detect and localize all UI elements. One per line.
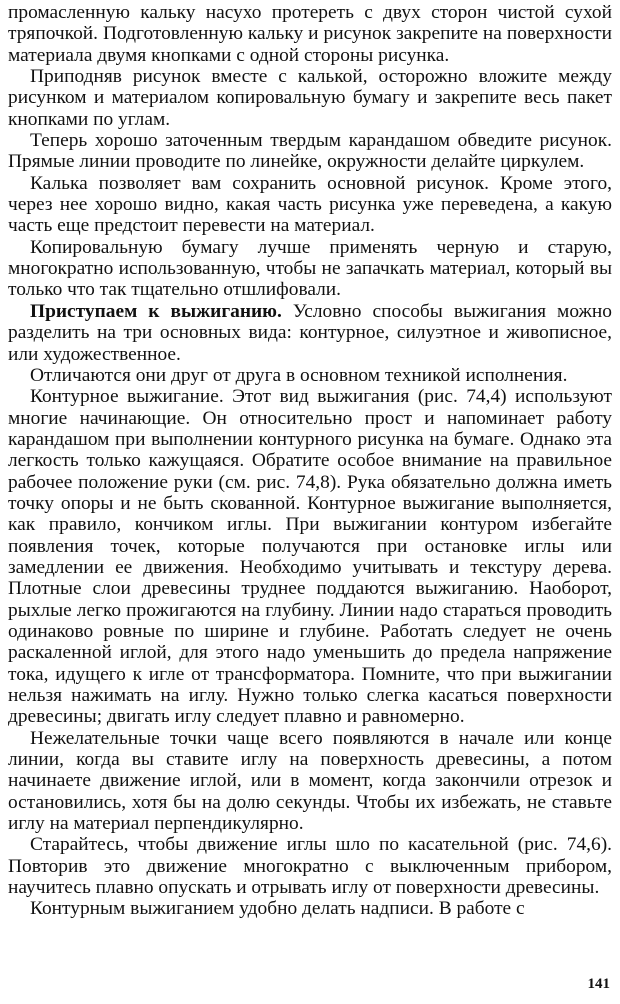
paragraph-1: [8, 2, 612, 66]
paragraph-3-text: Теперь хорошо заточенным твердым карандашом обведите рисунок. Прямые линии проводите по линейке, окружности делайте циркулем.: [8, 130, 612, 173]
page-text: [8, 2, 612, 920]
paragraph-9: [8, 728, 612, 835]
page-number: 141: [587, 976, 610, 992]
paragraph-4: [8, 173, 612, 237]
paragraph-10-text: Старайтесь, чтобы движение иглы шло по касательной (рис. 74,6). Повторив это движение многократно с выключенным прибором, научитесь плавно опускать и отрывать иглу от поверхности древесины.: [8, 834, 612, 899]
paragraph-11-text: Контурным выжиганием удобно делать надписи. В работе с: [30, 898, 525, 920]
paragraph-6: [8, 301, 612, 365]
paragraph-8: [8, 386, 612, 728]
paragraph-7: [8, 365, 612, 386]
paragraph-11: [8, 898, 612, 919]
paragraph-6-text: Условно способы выжигания можно разделить на три основных вида: контурное, силуэтное и живописное, или художественное.: [8, 300, 612, 365]
paragraph-4-text: Калька позволяет вам сохранить основной рисунок. Кроме этого, через нее хорошо видно, какая часть рисунка уже переведена, а какую часть еще предстоит перевести на материал.: [8, 172, 612, 237]
section-heading: Приступаем к выжиганию.: [30, 300, 282, 322]
paragraph-5: [8, 237, 612, 301]
paragraph-9-text: Нежелательные точки чаще всего появляются в начале или конце линии, когда вы ставите иглу на поверхность древесины, а потом начинаете движение иглой, или в момент, когда закончили отрезок и остановились, хотя бы на долю секунды. Чтобы их избежать, не ставьте иглу на материал перпендикулярно.: [8, 727, 612, 835]
paragraph-5-text: Копировальную бумагу лучше применять черную и старую, многократно использованную, чтобы не запачкать материал, который вы только что так тщательно отшлифовали.: [8, 236, 612, 301]
paragraph-7-text: Отличаются они друг от друга в основном техникой исполнения.: [30, 364, 568, 386]
paragraph-3: [8, 130, 612, 173]
paragraph-2: [8, 66, 612, 130]
paragraph-8-text: Контурное выжигание. Этот вид выжигания (рис. 74,4) используют многие начинающие. Он относительно прост и напоминает работу карандашом при выполнении контурного рисунка на бумаге. Однако эта легкость только кажущаяся. Обратите особое внимание на правильное рабочее положение руки (см. рис. 74,8). Рука обязательно должна иметь точку опоры и не быть скованной. Контурное выжигание выполняется, как правило, кончиком иглы. При выжигании контуром избегайте появления точек, которые получаются при остановке иглы или замедлении ее движения. Необходимо учитывать и текстуру дерева. Плотные слои древесины труднее поддаются выжиганию. Наоборот, рыхлые легко прожигаются на глубину. Линии надо стараться проводить одинаково ровные по ширине и глубине. Работать следует не очень раскаленной иглой, для этого надо уменьшить до предела напряжение тока, идущего к игле от трансформатора. Помните, что при выжигании нельзя нажимать на иглу. Нужно только слегка касаться поверхности древесины; двигать иглу следует плавно и равномерно.: [8, 386, 612, 728]
paragraph-2-text: Приподняв рисунок вместе с калькой, осторожно вложите между рисунком и материалом копировальную бумагу и закрепите весь пакет кнопками по углам.: [8, 66, 612, 130]
paragraph-10: [8, 834, 612, 898]
paragraph-1-text: промасленную кальку насухо протереть с двух сторон чистой сухой тряпочкой. Подготовленную кальку и рисунок закрепите на поверхности материала двумя кнопками с одной стороны рисунка.: [8, 2, 612, 66]
